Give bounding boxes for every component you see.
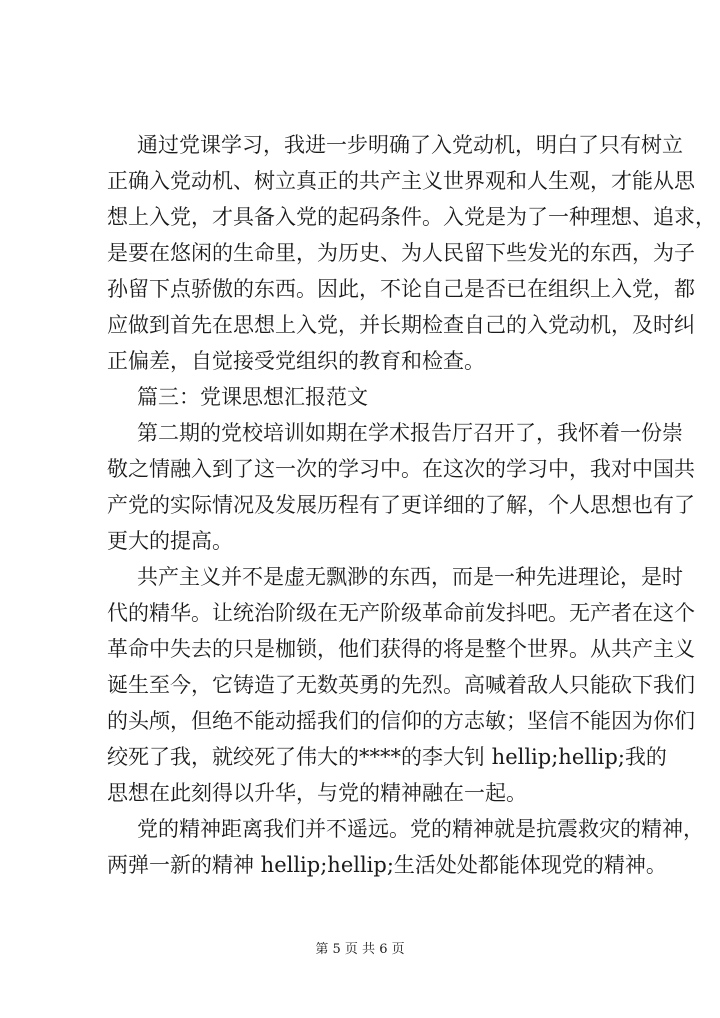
page-number-footer: 第 5 页 共 6 页 xyxy=(315,942,405,957)
text-line: 正确入党动机、树立真正的共产主义世界观和人生观，才能从思 xyxy=(107,169,695,193)
text-line: 诞生至今，它铸造了无数英勇的先烈。高喊着敌人只能砍下我们 xyxy=(107,673,695,697)
text-line: 应做到首先在思想上入党，并长期检查自己的入党动机，及时纠 xyxy=(107,313,695,337)
text-line: 产党的实际情况及发展历程有了更详细的了解，个人思想也有了 xyxy=(107,493,695,517)
section-heading: 篇三：党课思想汇报范文 xyxy=(137,385,368,409)
text-line: 绞死了我，就绞死了伟大的****的李大钊 hellip;hellip;我的 xyxy=(107,745,667,769)
text-line: 代的精华。让统治阶级在无产阶级革命前发抖吧。无产者在这个 xyxy=(107,601,695,625)
text-line: 的头颅，但绝不能动摇我们的信仰的方志敏；坚信不能因为你们 xyxy=(107,709,695,733)
text-line: 通过党课学习，我进一步明确了入党动机，明白了只有树立 xyxy=(137,133,683,157)
text-line: 党的精神距离我们并不遥远。党的精神就是抗震救灾的精神， xyxy=(137,817,704,841)
text-line: 正偏差，自觉接受党组织的教育和检查。 xyxy=(107,349,485,373)
text-line: 革命中失去的只是枷锁，他们获得的将是整个世界。从共产主义 xyxy=(107,637,695,661)
text-line: 孙留下点骄傲的东西。因此，不论自己是否已在组织上入党，都 xyxy=(107,277,695,301)
text-line: 思想在此刻得以升华，与党的精神融在一起。 xyxy=(107,781,527,805)
text-line: 是要在悠闲的生命里，为历史、为人民留下些发光的东西，为子 xyxy=(107,241,695,265)
text-line: 共产主义并不是虚无飘渺的东西，而是一种先进理论，是时 xyxy=(137,565,683,589)
text-line: 第二期的党校培训如期在学术报告厅召开了，我怀着一份崇 xyxy=(137,421,683,445)
text-line: 想上入党，才具备入党的起码条件。入党是为了一种理想、追求， xyxy=(107,205,716,229)
text-line: 两弹一新的精神 hellip;hellip;生活处处都能体现党的精神。 xyxy=(107,853,667,877)
text-line: 敬之情融入到了这一次的学习中。在这次的学习中，我对中国共 xyxy=(107,457,695,481)
text-line: 更大的提高。 xyxy=(107,529,233,553)
